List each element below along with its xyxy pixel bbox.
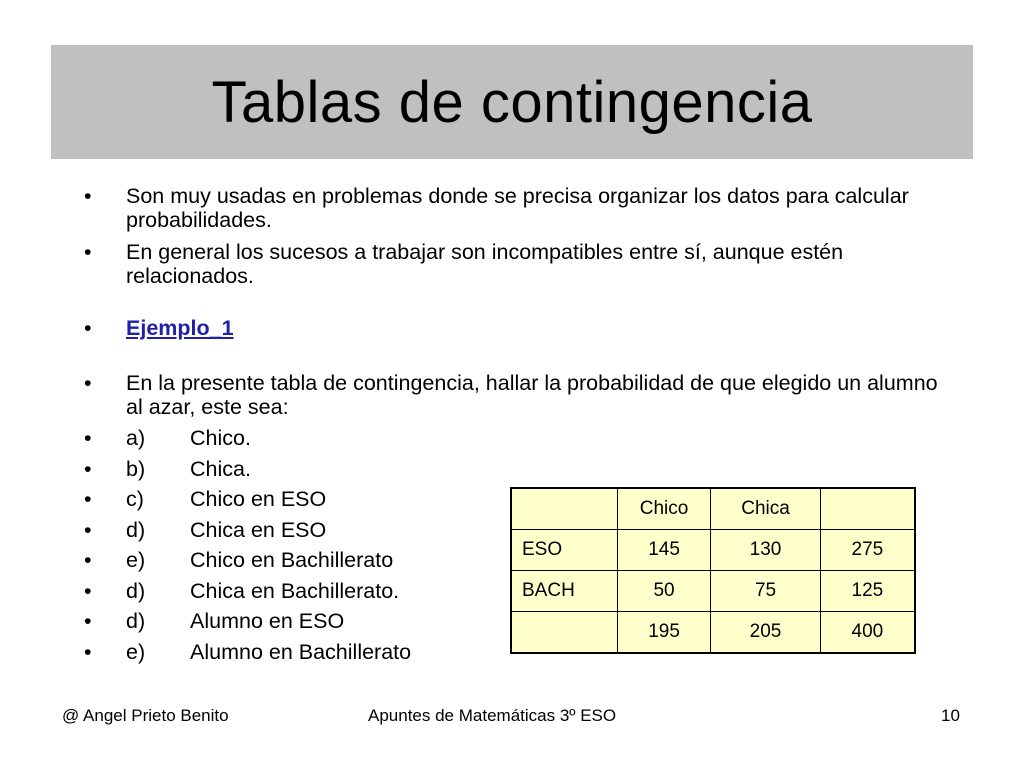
list-item bbox=[84, 371, 944, 419]
option-text: Chica en Bachillerato. bbox=[190, 578, 400, 603]
bullet-dot: • bbox=[84, 639, 92, 664]
option-text: Chica. bbox=[190, 456, 251, 481]
column-total: 195 bbox=[617, 612, 711, 654]
bullet-dot: • bbox=[84, 371, 92, 395]
bullet-dot: • bbox=[84, 184, 92, 208]
option-letter: d) bbox=[126, 517, 146, 542]
option-letter: b) bbox=[126, 456, 146, 481]
option-text: Chico en ESO bbox=[190, 487, 327, 511]
table-header-row bbox=[511, 488, 915, 530]
header-chico: Chico bbox=[617, 488, 711, 530]
bullet-dot: • bbox=[84, 240, 92, 264]
option-letter: d) bbox=[126, 578, 146, 603]
row-total: 125 bbox=[820, 571, 915, 612]
option-text: Chico. bbox=[190, 426, 251, 450]
table-row bbox=[511, 571, 915, 612]
column-total: 205 bbox=[711, 612, 820, 654]
bullet-text: En general los sucesos a trabajar son incompatibles entre sí, aunque estén relacionados. bbox=[126, 240, 844, 288]
footer-author: @ Angel Prieto Benito bbox=[62, 706, 229, 725]
table-cell: 130 bbox=[711, 530, 820, 571]
option-text: Alumno en Bachillerato bbox=[190, 639, 412, 664]
table-row bbox=[511, 530, 915, 571]
header-chica: Chica bbox=[711, 488, 820, 530]
option-letter: a) bbox=[126, 426, 146, 450]
bullet-text: En la presente tabla de contingencia, hallar la probabilidad de que elegido un alumno al azar, este sea: bbox=[126, 371, 938, 419]
option-item bbox=[84, 457, 944, 481]
option-text: Alumno en ESO bbox=[190, 609, 345, 633]
option-letter: e) bbox=[126, 548, 146, 572]
table-cell: 50 bbox=[617, 571, 711, 612]
option-item bbox=[84, 426, 944, 450]
bullet-dot: • bbox=[84, 316, 92, 340]
bullet-dot: • bbox=[84, 426, 92, 450]
list-item bbox=[84, 240, 944, 288]
bullet-dot: • bbox=[84, 517, 92, 542]
row-total: 275 bbox=[820, 530, 915, 571]
row-label bbox=[511, 612, 617, 654]
footer-course: Apuntes de Matemáticas 3º ESO bbox=[368, 706, 617, 725]
bullet-dot: • bbox=[84, 456, 92, 481]
table-cell: 145 bbox=[617, 530, 711, 571]
list-item bbox=[84, 316, 944, 340]
table-cell: 75 bbox=[711, 571, 820, 612]
bullet-dot: • bbox=[84, 578, 92, 603]
table-total-row bbox=[511, 612, 915, 654]
bullet-dot: • bbox=[84, 609, 92, 633]
list-item bbox=[84, 184, 944, 232]
option-letter: d) bbox=[126, 609, 146, 633]
title-bar bbox=[51, 45, 973, 159]
option-letter: e) bbox=[126, 639, 146, 664]
bullet-dot: • bbox=[84, 548, 92, 572]
row-label: BACH bbox=[511, 571, 617, 612]
bullet-text: Son muy usadas en problemas donde se precisa organizar los datos para calcular probabilidades. bbox=[126, 184, 909, 232]
option-text: Chica en ESO bbox=[190, 517, 327, 542]
table-cell bbox=[511, 488, 617, 530]
option-letter: c) bbox=[126, 487, 144, 511]
grand-total: 400 bbox=[820, 612, 915, 654]
slide-title: Tablas de contingencia bbox=[211, 69, 813, 135]
option-text: Chico en Bachillerato bbox=[190, 548, 394, 572]
page-number: 10 bbox=[941, 706, 960, 725]
example-link[interactable]: Ejemplo_1 bbox=[126, 316, 234, 340]
row-label: ESO bbox=[511, 530, 617, 571]
table-cell bbox=[820, 488, 915, 530]
bullet-dot: • bbox=[84, 487, 92, 511]
contingency-table bbox=[510, 487, 916, 654]
